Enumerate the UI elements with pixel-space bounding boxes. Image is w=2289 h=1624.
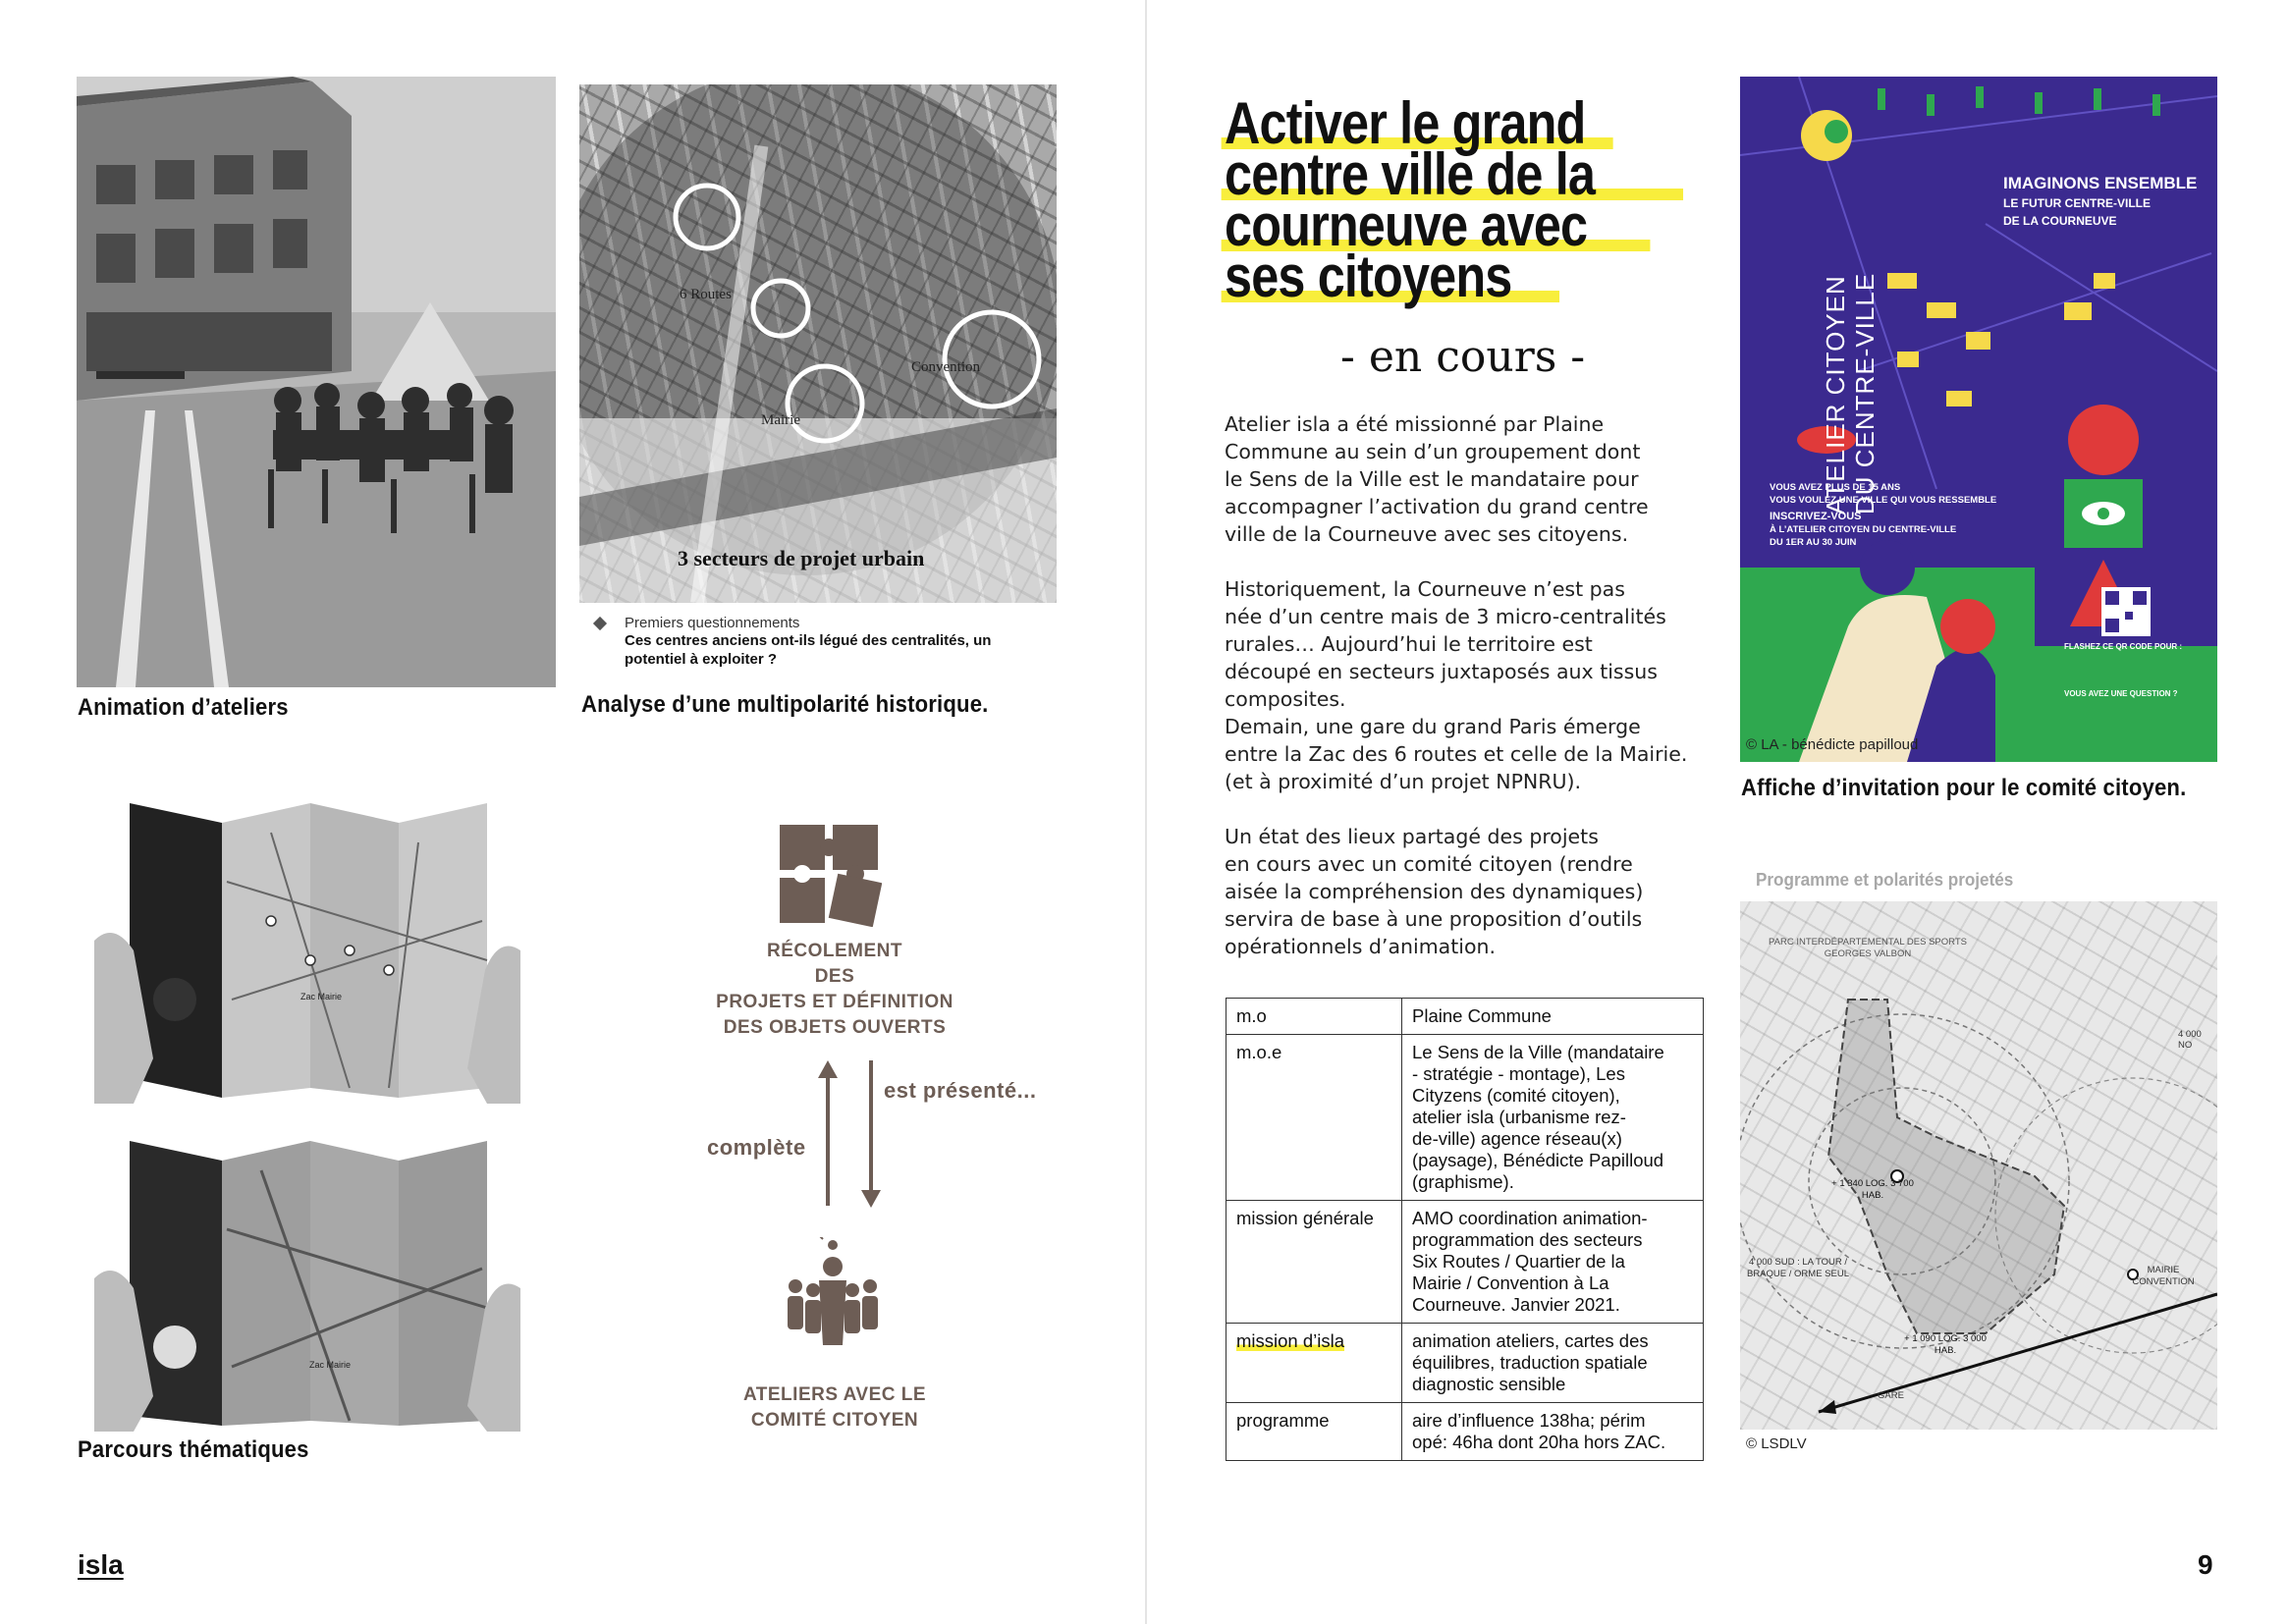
parcours-caption: Parcours thématiques	[78, 1436, 309, 1463]
table-row	[1226, 1035, 1704, 1201]
page-number: 9	[2198, 1549, 2213, 1580]
value-line: AMO coordination animation-	[1412, 1208, 1648, 1228]
table-label: programme	[1226, 1403, 1402, 1461]
footer-brand: isla	[78, 1549, 124, 1580]
p1-line: Atelier isla a été missionné par Plaine	[1225, 412, 1605, 436]
value-line: programmation des secteurs	[1412, 1229, 1643, 1250]
p2-line: composites.	[1225, 687, 1346, 711]
diamond-bullet-icon	[593, 617, 607, 630]
diagram-bottom-line-2: COMITÉ CITOYEN	[750, 1410, 919, 1431]
double-arrow-icon	[810, 1060, 889, 1208]
group-idea-svg	[784, 1237, 882, 1357]
value-line: atelier isla (urbanisme rez-	[1412, 1107, 1626, 1127]
poster-question: VOUS AVEZ UNE QUESTION ?	[2064, 689, 2178, 698]
p3-line: en cours avec un comité citoyen (rendre	[1225, 852, 1633, 876]
p2-line: découpé en secteurs juxtaposés aux tissus	[1225, 660, 1658, 683]
p1-line: le Sens de la Ville est le mandataire pour	[1225, 467, 1639, 491]
title-line-1-text: Activer le grand	[1225, 90, 1586, 156]
diagram-top-line-4: DES OBJETS OUVERTS	[723, 1017, 947, 1038]
table-label: m.o.e	[1226, 1035, 1402, 1201]
value-line: équilibres, traduction spatiale	[1412, 1352, 1648, 1373]
p3-line: opérationnels d’animation.	[1225, 935, 1497, 958]
poster-callout-line: À L’ATELIER CITOYEN DU CENTRE-VILLE	[1770, 524, 1957, 535]
note-question: Ces centres anciens ont-ils légué des centralités, un potentiel à exploiter ?	[625, 632, 992, 668]
poster-vertical-title	[1821, 273, 1880, 514]
historical-map	[579, 84, 1057, 603]
invitation-poster	[1740, 77, 2217, 762]
map-label-mairie-convention: MAIRIE CONVENTION	[2132, 1265, 2195, 1287]
map-label-gare: GARE	[1878, 1390, 1904, 1401]
program-map	[1740, 901, 2217, 1430]
value-line: - stratégie - montage), Les	[1412, 1063, 1625, 1084]
value-line: animation ateliers, cartes des	[1412, 1330, 1649, 1351]
table-label: mission générale	[1226, 1201, 1402, 1324]
folded-map-illustration-2	[94, 1131, 520, 1432]
value-line: (graphisme).	[1412, 1171, 1514, 1192]
poster-headline	[2003, 173, 2197, 230]
table-row	[1226, 1201, 1704, 1324]
p3-line: servira de base à une proposition d’outils	[1225, 907, 1643, 931]
arrow-label-complete: complète	[707, 1135, 806, 1160]
poster-callout-line: INSCRIVEZ-VOUS	[1770, 511, 1862, 522]
map-label-1090-log: + 1 090 LOG. 3 000 HAB.	[1904, 1333, 1987, 1356]
map-label-4000-no: 4 000 NO	[2178, 1029, 2202, 1051]
poster-headline-line: DE LA COURNEUVE	[2003, 214, 2117, 228]
map-label-parc: PARC INTERDÉPARTEMENTAL DES SPORTS GEORGES VALBON	[1768, 937, 1967, 959]
value-line: Six Routes / Quartier de la	[1412, 1251, 1625, 1272]
map-label-mairie: Mairie	[761, 412, 800, 428]
folded-map-illustration	[94, 803, 520, 1104]
table-value	[1402, 1324, 1704, 1403]
right-page	[1147, 0, 2289, 1624]
map-label-convention: Convention	[911, 359, 980, 375]
poster-callout-line: DU 1ER AU 30 JUIN	[1770, 537, 1857, 548]
group-idea-icon	[784, 1237, 882, 1357]
program-map-credit: © LSDLV	[1746, 1435, 1807, 1452]
p1-line: Commune au sein d’un groupement dont	[1225, 440, 1641, 463]
value-line: Mairie / Convention à La	[1412, 1272, 1609, 1293]
value-line: opé: 46ha dont 20ha hors ZAC.	[1412, 1432, 1666, 1452]
paragraph-1	[1225, 410, 1716, 548]
table-label: m.o	[1226, 999, 1402, 1035]
map-label-6-routes: 6 Routes	[680, 287, 732, 302]
page-title	[1225, 90, 1665, 309]
p2-line: née d’un centre mais de 3 micro-centralités	[1225, 605, 1666, 628]
workshop-photo-illustration	[77, 77, 556, 687]
map-label-1340-log: + 1 340 LOG. 3 700 HAB.	[1831, 1178, 1914, 1201]
poster-vertical-title-line: ATELIER CITOYEN	[1821, 275, 1850, 514]
table-value	[1402, 1403, 1704, 1461]
poster-headline-line: IMAGINONS ENSEMBLE	[2003, 174, 2198, 192]
paragraph-3	[1225, 823, 1716, 960]
poster-vertical-title-line: DU CENTRE-VILLE	[1850, 272, 1880, 514]
value-line: Courneuve. Janvier 2021.	[1412, 1294, 1620, 1315]
map-label-4000-sud: 4 000 SUD : LA TOUR / BRAQUE / ORME SEUL	[1747, 1257, 1849, 1279]
p2-line: Demain, une gare du grand Paris émerge	[1225, 715, 1641, 738]
diagram-top-line-1: RÉCOLEMENT	[767, 941, 902, 961]
body-text	[1225, 410, 1716, 960]
project-info-table	[1226, 998, 1704, 1461]
arrow-label-presented: est présenté...	[884, 1078, 1037, 1103]
table-label-highlighted	[1226, 1324, 1402, 1403]
puzzle-icon-svg	[776, 821, 882, 927]
poster-credit: © LA - bénédicte papilloud	[1746, 736, 1919, 753]
table-row	[1226, 1324, 1704, 1403]
diagram-bottom-line-1: ATELIERS AVEC LE	[742, 1384, 927, 1405]
route-map-label-2: Zac Mairie	[309, 1360, 352, 1370]
puzzle-icon	[776, 821, 882, 927]
diagram-top-line-2: DES	[814, 966, 855, 987]
p2-line: rurales… Aujourd’hui le territoire est	[1225, 632, 1593, 656]
poster-qr-text: FLASHEZ CE QR CODE POUR :	[2064, 642, 2183, 651]
diagram-top-label	[687, 939, 982, 1041]
value-line: de-ville) agence réseau(x)	[1412, 1128, 1622, 1149]
double-arrow-svg	[810, 1060, 889, 1208]
p1-line: ville de la Courneuve avec ses citoyens.	[1225, 522, 1629, 546]
poster-headline-line: LE FUTUR CENTRE-VILLE	[2003, 196, 2151, 210]
folded-map-bottom	[94, 1131, 520, 1432]
p2-line: (et à proximité d’un projet NPNRU).	[1225, 770, 1582, 793]
historical-map-caption: Analyse d’une multipolarité historique.	[581, 691, 989, 718]
map-banner: 3 secteurs de projet urbain	[678, 546, 925, 570]
value-line: Le Sens de la Ville (mandataire	[1412, 1042, 1664, 1062]
title-line-3-text: courneuve avec	[1225, 192, 1588, 258]
p1-line: accompagner l’activation du grand centre	[1225, 495, 1649, 518]
table-row	[1226, 999, 1704, 1035]
diagram-top-line-3: PROJETS ET DÉFINITION	[716, 992, 954, 1012]
table-value	[1402, 1035, 1704, 1201]
p2-line: entre la Zac des 6 routes et celle de la Mairie.	[1225, 742, 1688, 766]
poster-callout-line: VOUS AVEZ PLUS DE 15 ANS	[1770, 482, 1901, 493]
note-title: Premiers questionnements	[625, 615, 800, 631]
title-line-4-text: ses citoyens	[1225, 244, 1512, 309]
paragraph-2	[1225, 575, 1716, 795]
program-map-header: Programme et polarités projetés	[1756, 870, 2014, 890]
p3-line: Un état des lieux partagé des projets	[1225, 825, 1599, 848]
table-value	[1402, 1201, 1704, 1324]
value-line: diagnostic sensible	[1412, 1374, 1566, 1394]
table-row	[1226, 1403, 1704, 1461]
poster-callout-line: VOUS VOULEZ UNE VILLE QUI VOUS RESSEMBLE	[1770, 495, 1997, 506]
mission-isla-label: mission d’isla	[1236, 1330, 1345, 1351]
p2-line: Historiquement, la Courneuve n’est pas	[1225, 577, 1625, 601]
p3-line: aisée la compréhension des dynamiques)	[1225, 880, 1644, 903]
route-map-label-1: Zac Mairie	[300, 992, 343, 1001]
title-line-2-text: centre ville de la	[1225, 141, 1596, 207]
poster-callout	[1770, 481, 1996, 549]
workshop-photo-caption: Animation d’ateliers	[78, 694, 289, 721]
question-note	[595, 615, 1057, 669]
poster-caption: Affiche d’invitation pour le comité citoyen.	[1741, 775, 2187, 801]
status-label: - en cours -	[1340, 332, 1586, 382]
value-line: (paysage), Bénédicte Papilloud	[1412, 1150, 1664, 1170]
workshop-photo	[77, 77, 556, 687]
table-value: Plaine Commune	[1402, 999, 1704, 1035]
folded-map-top	[94, 803, 520, 1104]
title-line-4	[1225, 244, 1595, 309]
diagram-bottom-label	[687, 1382, 982, 1434]
historical-map-overlay	[579, 84, 1057, 603]
value-line: Cityzens (comité citoyen),	[1412, 1085, 1620, 1106]
value-line: aire d’influence 138ha; périm	[1412, 1410, 1646, 1431]
